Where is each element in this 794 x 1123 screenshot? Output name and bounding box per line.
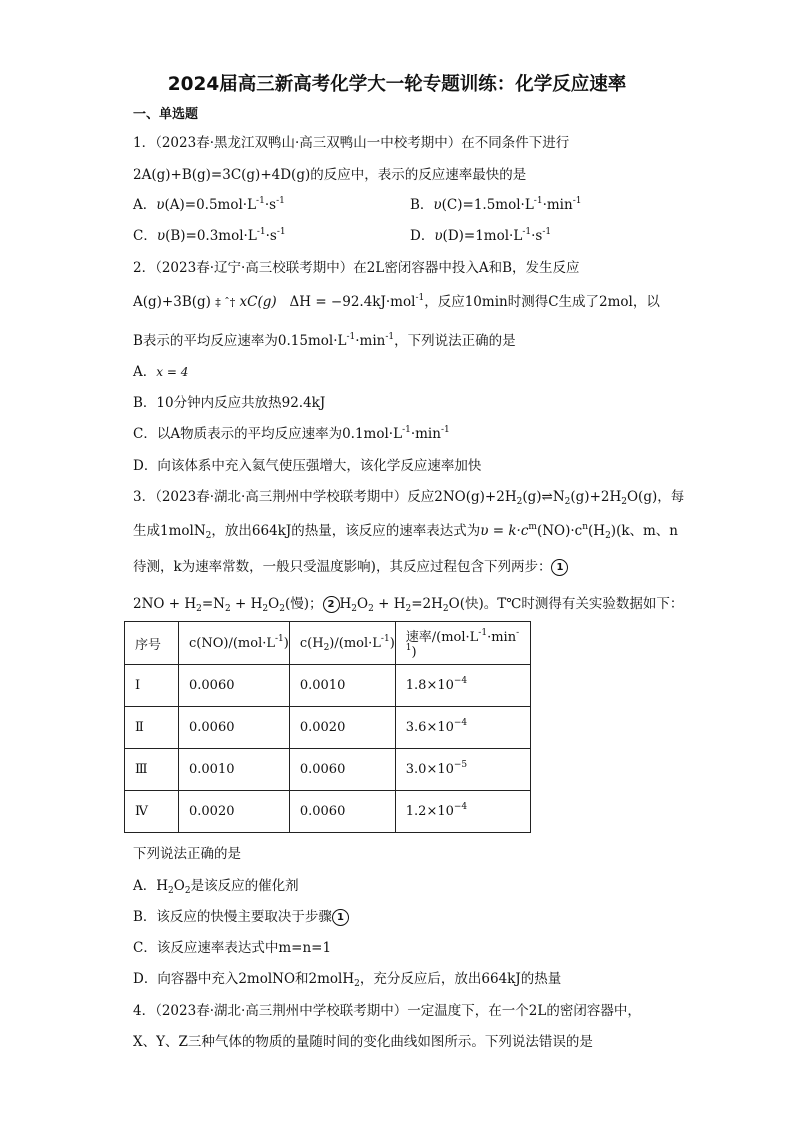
q3-stem-line3: 待测，k为速率常数，一般只受温度影响)，其反应过程包含下列两步： 1 [133,555,568,576]
q2-option-b: B．10分钟内反应共放热92.4kJ [133,395,326,411]
table-cell: $3.6\times 10^{-4}$ [395,707,530,749]
q3-rate-expression: υ = k·c [480,523,529,539]
table-row [125,749,531,791]
circled-1-icon: 1 [551,559,568,576]
table-cell: 0.0060 [179,665,290,707]
q2-stem-line2: A(g)+3B(g) ‡ ˆ† xC(g) ΔH = −92.4kJ·mol$^{-1}$，反应10min时测得C生成了2mol，以 [133,293,660,310]
q3-option-d: D．向容器中充入2molNO和2molH$_2$，充分反应后，放出664kJ的热量 [133,971,562,989]
section-heading: 一、单选题 [133,107,199,122]
q2-stem-line1: 2．（2023春·辽宁·高三校联考期中）在2L密闭容器中投入A和B，发生反应 [133,260,580,276]
q3-option-b: B．该反应的快慢主要取决于步骤 1 [133,905,349,926]
q1-option-b: B．$\upsilon(C)=1.5mol\cdot L^{-1}\cdot\min^{-1}$ [410,196,582,213]
table-cell: I [125,665,179,707]
q1-option-a: A．$\upsilon(A)=0.5mol\cdot L^{-1}\cdot s^{-1}$ [133,196,285,213]
q2-option-a: A．x = 4 [133,364,189,380]
table-row [125,665,531,707]
table-row [125,791,531,833]
experiment-data-table [124,621,531,833]
table-cell: Ⅳ [125,791,179,833]
table-cell: $3.0\times 10^{-5}$ [395,749,530,791]
q2-equation-arrow: ‡ ˆ† [215,296,236,309]
q1-stem-line2: 2A(g)+B(g)=3C(g)+4D(g)的反应中，表示的反应速率最快的是 [133,167,527,183]
q3-stem-line4: $2NO + H_2=N_2 + H_2O_2$(慢)； 2 $H_2O_2 + H_2=2H_2O$(快)。T℃时测得有关实验数据如下： [133,596,684,614]
q1-stem-line1: 1．（2023春·黑龙江双鸭山·高三双鸭山一中校考期中）在不同条件下进行 [133,135,570,151]
q2-equation-left: A(g)+3B(g) [133,294,211,310]
table-cell: Ⅱ [125,707,179,749]
q4-stem-line1: 4．（2023春·湖北·高三荆州中学校联考期中）一定温度下，在一个2L的密闭容器中， [133,1003,641,1019]
q3-stem-line1: 3．（2023春·湖北·高三荆州中学校联考期中）反应$2NO(g)+2H_2(g)\rightleftharpoons N_2(g)+2H_2O(g)$，每 [133,489,685,507]
table-header-cell: 序号 [125,622,179,665]
table-row [125,707,531,749]
table-cell: $1.2\times 10^{-4}$ [395,791,530,833]
table-header-cell: $c(H_2)/(mol\cdot L^{-1})$ [289,622,395,665]
table-header-cell: 速率$/(mol\cdot L^{-1}\cdot\min^{-1})$ [395,622,530,665]
q2-enthalpy: ΔH = −92.4kJ·mol [289,294,416,310]
q2-option-c: C．以A物质表示的平均反应速率为$0.1mol\cdot L^{-1}\cdot\min^{-1}$ [133,425,450,442]
table-cell: 0.0060 [289,749,395,791]
table-header-row [125,622,531,665]
q2-option-d: D．向该体系中充入氦气使压强增大，该化学反应速率加快 [133,458,482,474]
circled-1-icon: 1 [332,909,349,926]
table-cell: $1.8\times 10^{-4}$ [395,665,530,707]
circled-2-icon: 2 [323,596,340,613]
q3-option-a: A．$H_2O_2$是该反应的催化剂 [133,878,299,896]
table-cell: 0.0010 [179,749,290,791]
table-header-cell: $c(NO)/(mol\cdot L^{-1})$ [179,622,290,665]
table-cell: 0.0020 [179,791,290,833]
q3-option-c: C．该反应速率表达式中m=n=1 [133,940,332,956]
table-cell: 0.0060 [289,791,395,833]
q3-stem-line2: 生成1molN$_2$，放出664kJ的热量，该反应的速率表达式为$\upsilon = k\cdot c^m(NO)\cdot c^n(H_2)(k$、m、n [133,522,679,541]
page-title: 2024届高三新高考化学大一轮专题训练：化学反应速率 [167,74,627,95]
q3-after-table: 下列说法正确的是 [133,846,241,862]
table-cell: Ⅲ [125,749,179,791]
table-cell: 0.0020 [289,707,395,749]
q2-equation-right: xC(g) [239,294,277,310]
q1-option-c: C．$\upsilon(B)=0.3mol\cdot L^{-1}\cdot s^{-1}$ [133,227,286,244]
q1-option-d: D．$\upsilon(D)=1mol\cdot L^{-1}\cdot s^{-1}$ [410,227,552,244]
q2-stem-line3: B表示的平均反应速率为$0.15mol\cdot L^{-1}\cdot\min^{-1}$，下列说法正确的是 [133,332,516,349]
table-cell: 0.0060 [179,707,290,749]
q4-stem-line2: X、Y、Z三种气体的物质的量随时间的变化曲线如图所示。下列说法错误的是 [133,1034,593,1050]
table-cell: 0.0010 [289,665,395,707]
